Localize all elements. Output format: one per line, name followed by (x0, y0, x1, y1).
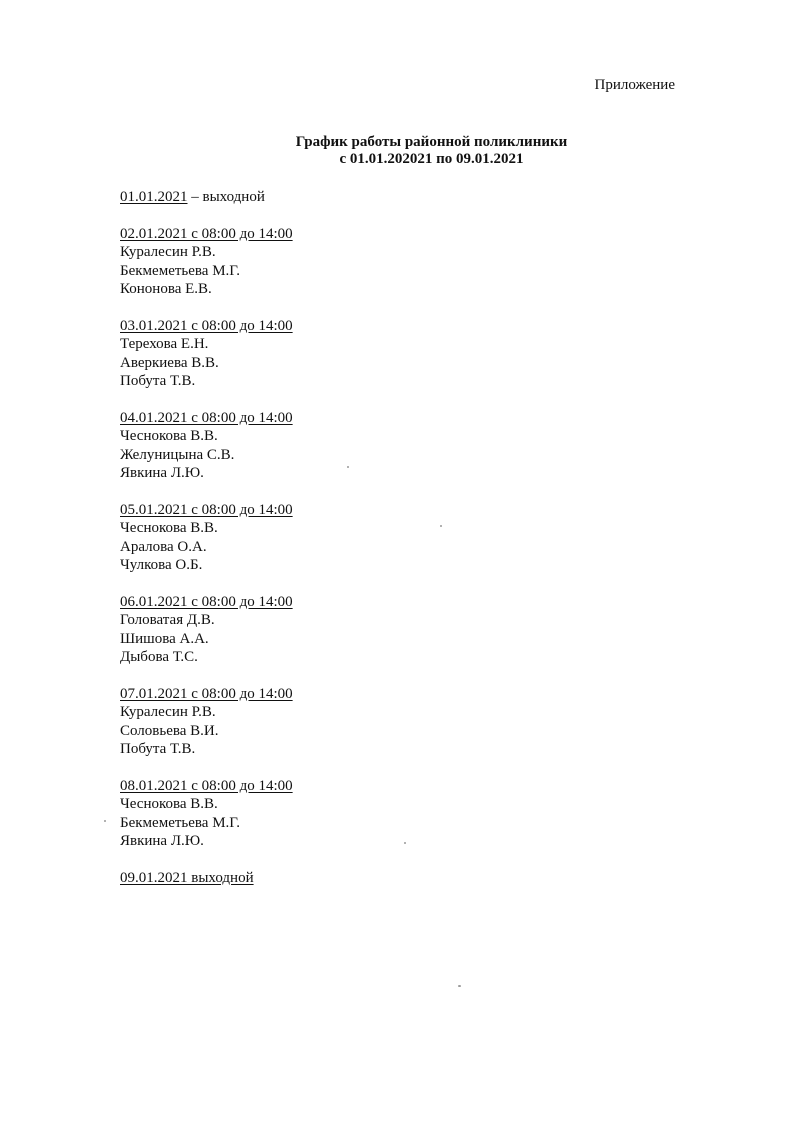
day-header: 08.01.2021 с 08:00 до 14:00 (120, 777, 293, 794)
staff-name: Чеснокова В.В. (120, 428, 218, 445)
scan-speck (440, 525, 442, 527)
staff-name: Чулкова О.Б. (120, 557, 203, 574)
staff-name: Аралова О.А. (120, 538, 207, 555)
staff-name: Головатая Д.В. (120, 612, 215, 629)
title-line-1: График работы районной поликлиники (295, 134, 568, 150)
day-header: 02.01.2021 с 08:00 до 14:00 (120, 225, 293, 242)
schedule-day (120, 777, 293, 851)
scan-speck (104, 820, 106, 822)
staff-name: Кононова Е.В. (120, 281, 212, 298)
staff-name: Побута Т.В. (120, 741, 196, 758)
schedule-day (120, 593, 293, 667)
staff-name: Дыбова Т.С. (120, 649, 198, 666)
schedule-day (120, 685, 293, 759)
schedule-day (120, 225, 293, 299)
staff-name: Аверкиева В.В. (120, 354, 219, 371)
staff-name: Соловьева В.И. (120, 722, 219, 739)
day-header: 04.01.2021 с 08:00 до 14:00 (120, 409, 293, 426)
staff-name: Шишова А.А. (120, 630, 209, 647)
staff-name: Куралесин Р.В. (120, 704, 216, 721)
scan-speck (404, 842, 406, 844)
staff-name: Явкина Л.Ю. (120, 833, 204, 850)
day-header: 03.01.2021 с 08:00 до 14:00 (120, 317, 293, 334)
schedule-day (120, 869, 293, 887)
day-off-line (120, 188, 293, 206)
schedule-list (120, 188, 293, 906)
staff-name: Побута Т.В. (120, 373, 196, 390)
staff-name: Бекмеметьева М.Г. (120, 262, 241, 279)
day-off-line: 09.01.2021 выходной (120, 869, 254, 886)
scan-speck (458, 985, 461, 987)
staff-name: Желуницына С.В. (120, 446, 235, 463)
staff-name: Бекмеметьева М.Г. (120, 814, 241, 831)
staff-name: Явкина Л.Ю. (120, 465, 204, 482)
day-date: 01.01.2021 (120, 189, 188, 205)
appendix-label: Приложение (594, 77, 675, 93)
schedule-day (120, 501, 293, 575)
staff-name: Чеснокова В.В. (120, 520, 218, 537)
staff-name: Терехова Е.Н. (120, 336, 209, 353)
schedule-day (120, 409, 293, 483)
day-header: 07.01.2021 с 08:00 до 14:00 (120, 685, 293, 702)
document-title (0, 134, 793, 168)
day-off-suffix: – выходной (187, 189, 265, 205)
title-line-2: с 01.01.202021 по 09.01.2021 (339, 151, 524, 167)
day-header: 06.01.2021 с 08:00 до 14:00 (120, 593, 293, 610)
day-header: 05.01.2021 с 08:00 до 14:00 (120, 501, 293, 518)
staff-name: Куралесин Р.В. (120, 244, 216, 261)
schedule-day (120, 317, 293, 391)
staff-name: Чеснокова В.В. (120, 796, 218, 813)
scan-speck (347, 466, 349, 468)
schedule-day (120, 188, 293, 206)
